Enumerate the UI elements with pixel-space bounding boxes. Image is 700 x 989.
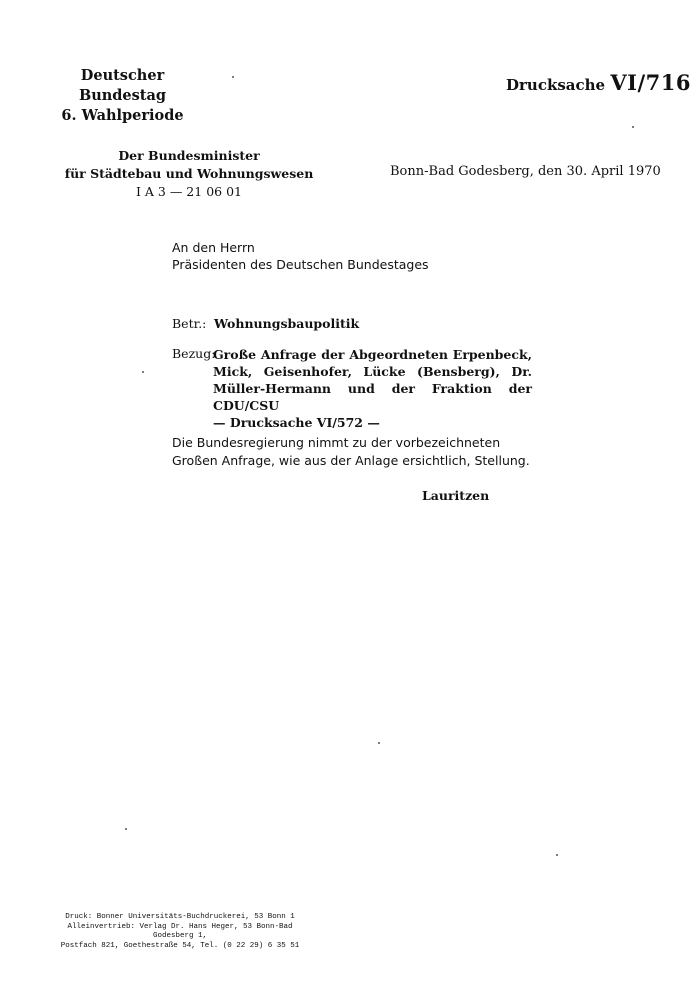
document-label: Drucksache	[506, 76, 606, 94]
scan-speck	[232, 76, 234, 78]
sender-block	[60, 147, 318, 201]
document-number	[506, 70, 691, 95]
sender-reference: I A 3 — 21 06 01	[136, 184, 242, 199]
parliament-name: Deutscher Bundestag	[78, 67, 167, 104]
sender-title: Der Bundesminister	[118, 148, 260, 163]
electoral-period: 6. Wahlperiode	[61, 107, 184, 124]
reference-text-block	[213, 346, 532, 431]
recipient-name: Präsidenten des Deutschen Bundestages	[172, 257, 429, 272]
subject-text: Wohnungsbaupolitik	[214, 316, 360, 331]
printer-imprint	[50, 913, 310, 951]
scan-speck	[125, 828, 127, 830]
reference-document: — Drucksache VI/572 —	[213, 415, 380, 430]
reference-label: Bezug:	[172, 346, 216, 361]
scan-speck	[632, 126, 634, 128]
document-header-left	[40, 66, 205, 126]
signature: Lauritzen	[422, 488, 490, 503]
body-paragraph: Die Bundesregierung nimmt zu der vorbezeichneten Großen Anfrage, wie aus der Anlage ersichtlich, Stellung.	[172, 435, 530, 468]
subject-label: Betr.:	[172, 316, 207, 331]
scan-speck	[378, 742, 380, 744]
imprint-address: Postfach 821, Goethestraße 54, Tel. (0 22 29) 6 35 51	[60, 941, 300, 950]
imprint-distribution: Alleinvertrieb: Verlag Dr. Hans Heger, 53 Bonn-Bad Godesberg 1,	[67, 922, 293, 940]
scan-speck	[556, 854, 558, 856]
sender-ministry: für Städtebau und Wohnungswesen	[64, 166, 314, 181]
place-date: Bonn-Bad Godesberg, den 30. April 1970	[390, 164, 661, 179]
imprint-printer: Druck: Bonner Universitäts-Buchdruckerei, 53 Bonn 1	[65, 913, 295, 921]
recipient-salutation: An den Herrn	[172, 240, 255, 255]
recipient-block	[172, 239, 429, 273]
reference-text: Große Anfrage der Abgeordneten Erpenbeck, Mick, Geisenhofer, Lücke (Bensberg), Dr. Müller-Hermann und der Fraktion der CDU/CSU	[213, 347, 532, 413]
document-number-value: VI/716	[610, 70, 691, 95]
scan-speck	[142, 371, 144, 373]
